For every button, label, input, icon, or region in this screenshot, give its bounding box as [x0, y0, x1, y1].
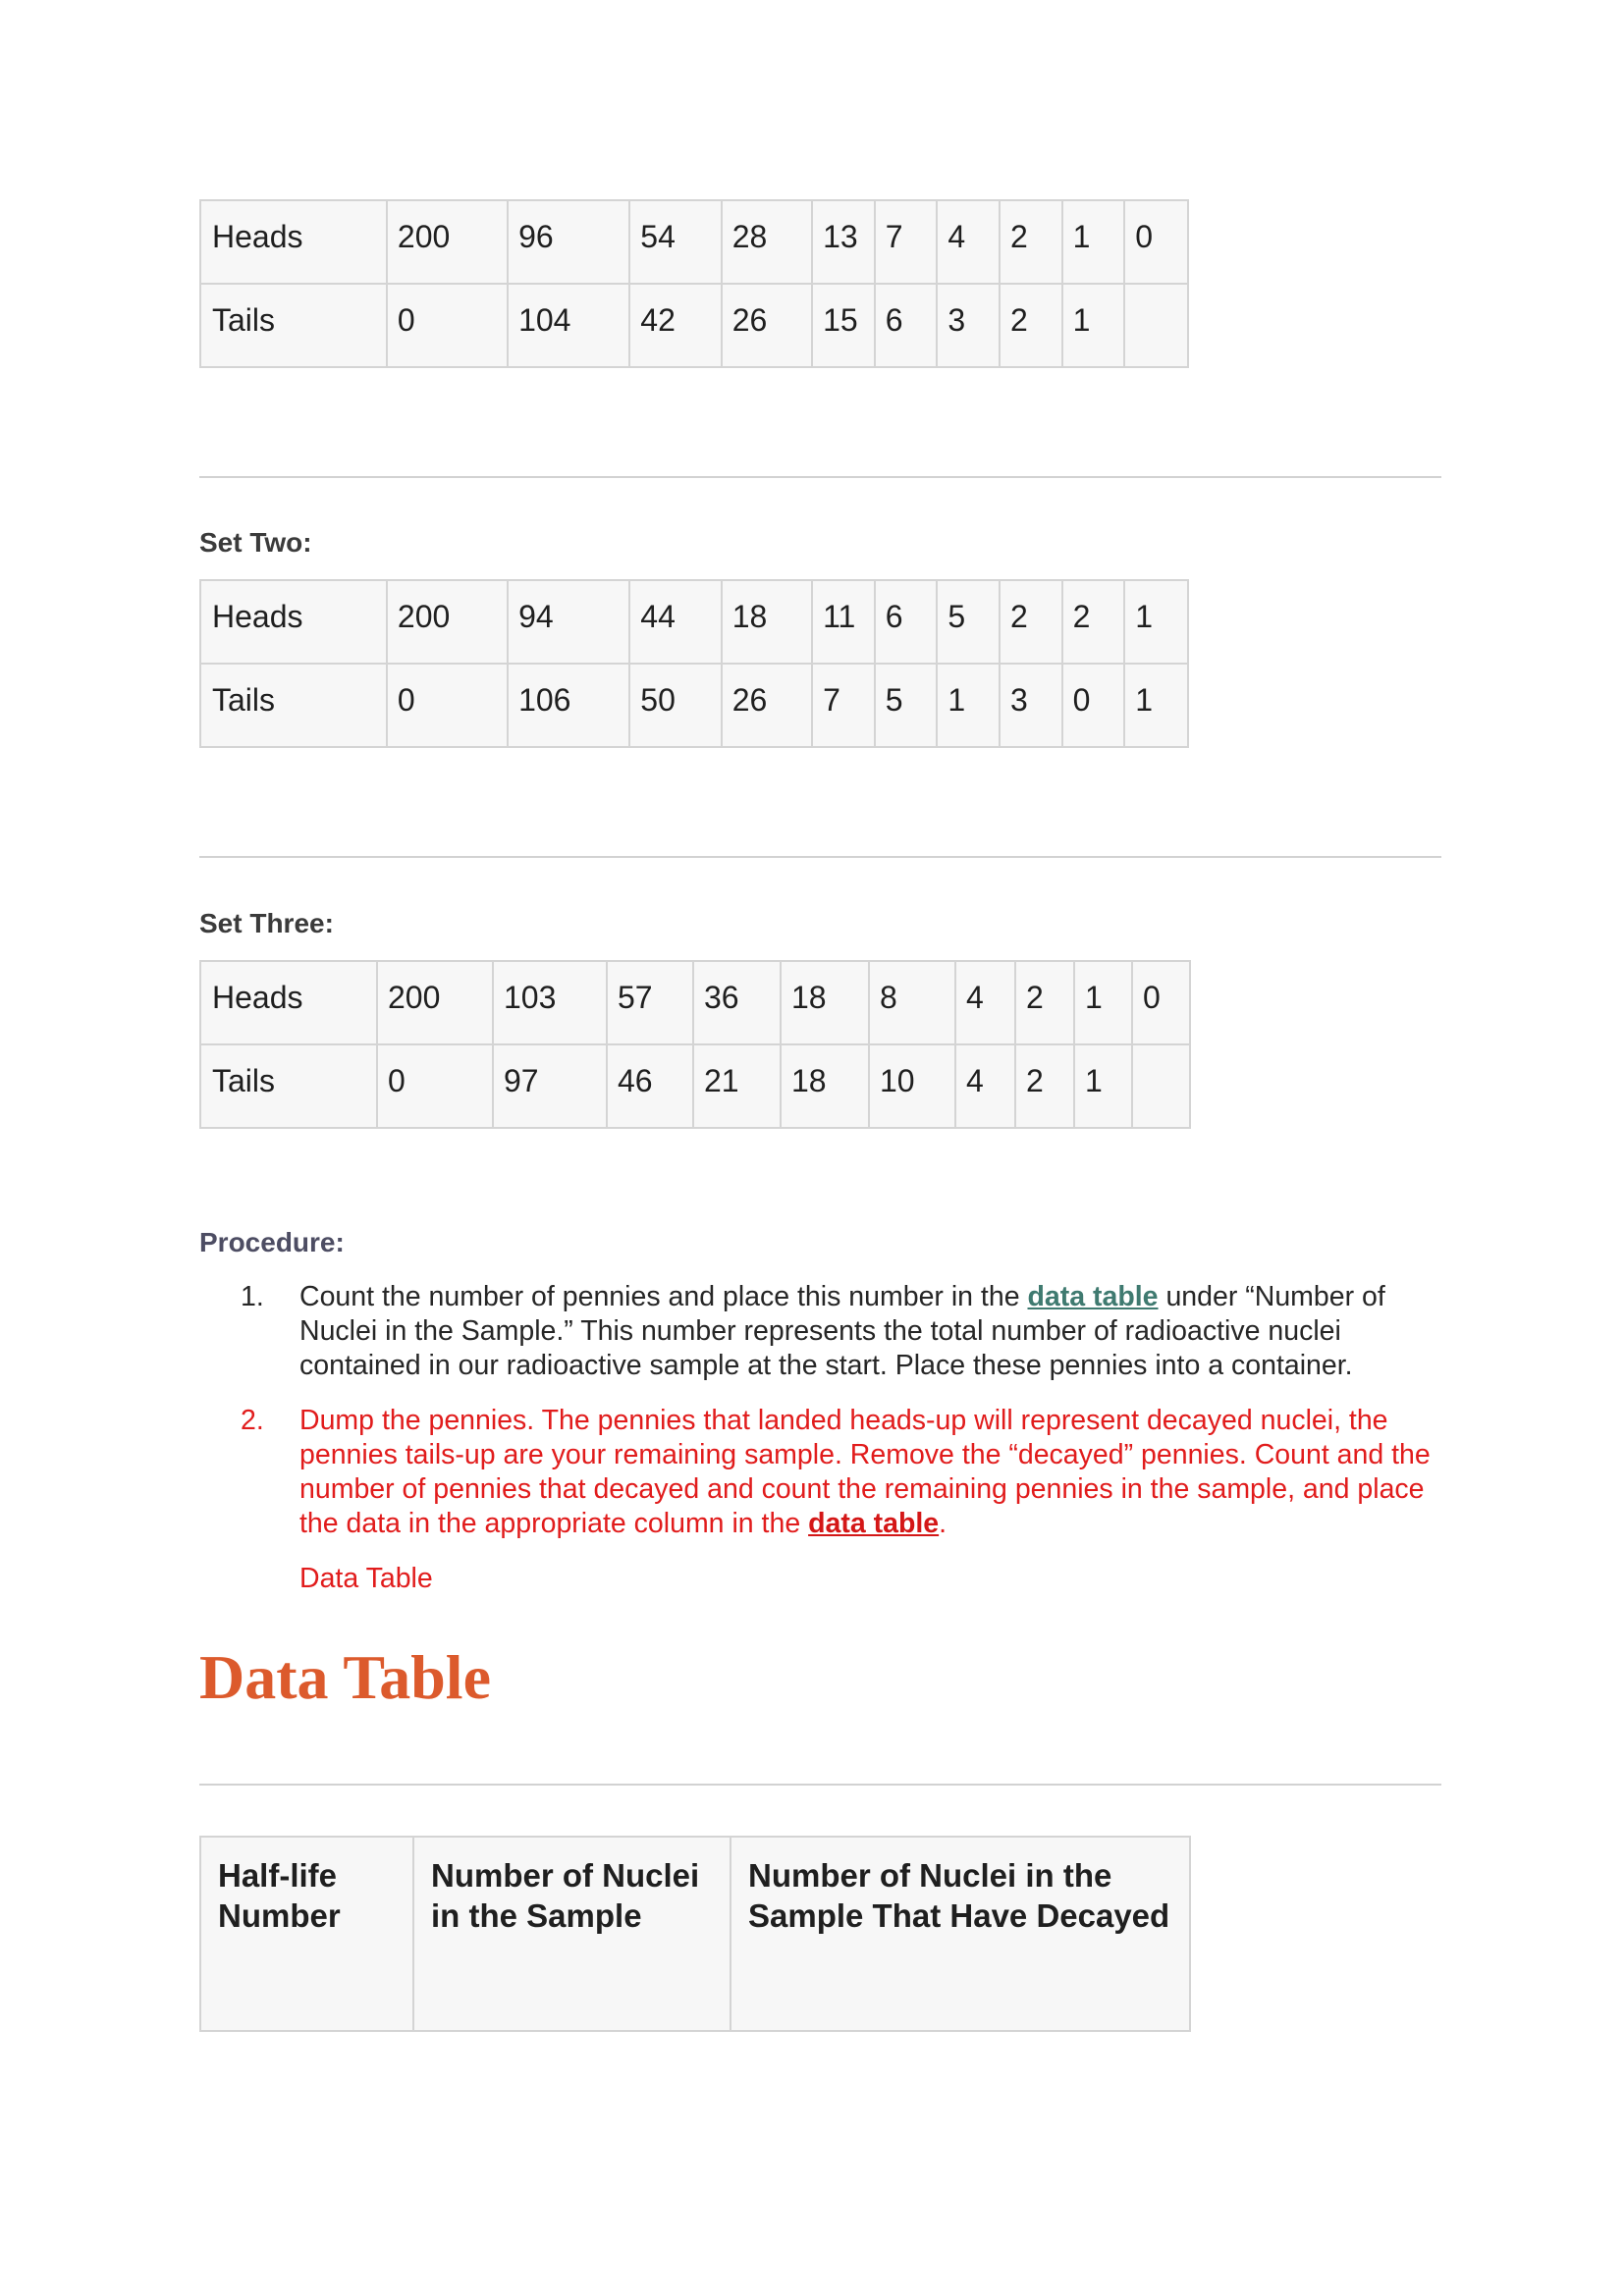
data-table-link[interactable]: data table: [808, 1508, 940, 1539]
step-number: 1.: [241, 1281, 264, 1312]
row-label: Tails: [200, 1044, 377, 1128]
table-cell: 103: [493, 961, 607, 1044]
table-cell: 0: [1062, 664, 1125, 747]
data-table-anchor-text: Data Table: [299, 1563, 433, 1594]
table-cell: 94: [508, 580, 629, 664]
table-cell: 200: [377, 961, 493, 1044]
table-cell: 1: [1074, 1044, 1132, 1128]
table-cell: 2: [1062, 580, 1125, 664]
table-cell: 26: [722, 664, 812, 747]
table-cell: 8: [869, 961, 955, 1044]
table-cell: [1124, 284, 1188, 367]
table-cell: 1: [1124, 664, 1188, 747]
table-cell: 1: [1062, 284, 1125, 367]
table-cell: 18: [722, 580, 812, 664]
data-table-title: Data Table: [199, 1642, 491, 1712]
table-row: [200, 961, 1190, 1044]
table-cell: 21: [693, 1044, 781, 1128]
table-cell: 7: [812, 664, 875, 747]
procedure-title: Procedure:: [199, 1227, 345, 1257]
set-three-table: [199, 960, 1191, 1129]
table-row: [200, 284, 1188, 367]
table-cell: 36: [693, 961, 781, 1044]
row-label: Tails: [200, 284, 387, 367]
table-cell: 18: [781, 961, 869, 1044]
row-label: Heads: [200, 200, 387, 284]
step-text-pre: Dump the pennies. The pennies that landed heads-up will represent decayed nuclei, the pennies tails-up are your remaining sample. Remove the “decayed” pennies. Count and the number of pennies that decayed and count the remaining pennies in the sample, and place the data in the appropriate column in the: [299, 1405, 1431, 1539]
table-cell: 4: [955, 1044, 1015, 1128]
table-cell: 200: [387, 200, 508, 284]
column-header: Number of Nuclei in the Sample: [413, 1837, 731, 2031]
table-cell: 106: [508, 664, 629, 747]
table-cell: 6: [875, 580, 938, 664]
table-header-row: [200, 1837, 1190, 2031]
table-cell: 4: [955, 961, 1015, 1044]
set-three-label: Set Three:: [199, 908, 334, 938]
set-two-label: Set Two:: [199, 527, 312, 558]
column-header: Half-life Number: [200, 1837, 413, 2031]
table-cell: 6: [875, 284, 938, 367]
table-cell: 0: [1124, 200, 1188, 284]
divider: [199, 476, 1441, 478]
step-text-pre: Count the number of pennies and place this number in the: [299, 1281, 1028, 1312]
table-cell: 200: [387, 580, 508, 664]
table-cell: 1: [1074, 961, 1132, 1044]
table-cell: 54: [629, 200, 721, 284]
table-cell: [1132, 1044, 1190, 1128]
table-cell: 1: [937, 664, 1000, 747]
row-label: Tails: [200, 664, 387, 747]
table-cell: 3: [937, 284, 1000, 367]
table-row: [200, 1044, 1190, 1128]
table-cell: 0: [1132, 961, 1190, 1044]
table-row: [200, 200, 1188, 284]
step-number: 2.: [241, 1405, 264, 1436]
step-text-post: .: [939, 1508, 947, 1539]
table-cell: 97: [493, 1044, 607, 1128]
row-label: Heads: [200, 961, 377, 1044]
table-cell: 11: [812, 580, 875, 664]
data-table-link[interactable]: data table: [1027, 1281, 1159, 1312]
procedure-step-2: [241, 1404, 1448, 1551]
step-text: [299, 1280, 1448, 1383]
table-cell: 1: [1124, 580, 1188, 664]
table-cell: 7: [875, 200, 938, 284]
table-cell: 26: [722, 284, 812, 367]
table-cell: 2: [1000, 580, 1062, 664]
table-cell: 42: [629, 284, 721, 367]
table-cell: 46: [607, 1044, 693, 1128]
table-row: [200, 580, 1188, 664]
table-cell: 57: [607, 961, 693, 1044]
table-row: [200, 664, 1188, 747]
table-cell: 0: [387, 284, 508, 367]
table-cell: 96: [508, 200, 629, 284]
set-two-table: [199, 579, 1189, 748]
table-cell: 13: [812, 200, 875, 284]
table-cell: 2: [1015, 1044, 1074, 1128]
table-cell: 3: [1000, 664, 1062, 747]
table-cell: 44: [629, 580, 721, 664]
set-one-table: [199, 199, 1189, 368]
divider: [199, 856, 1441, 858]
table-cell: 28: [722, 200, 812, 284]
table-cell: 10: [869, 1044, 955, 1128]
step-text: [299, 1404, 1448, 1541]
table-cell: 15: [812, 284, 875, 367]
table-cell: 2: [1000, 284, 1062, 367]
table-cell: 1: [1062, 200, 1125, 284]
row-label: Heads: [200, 580, 387, 664]
column-header: Number of Nuclei in the Sample That Have Decayed: [731, 1837, 1190, 2031]
procedure-step-1: [241, 1280, 1448, 1388]
table-cell: 5: [937, 580, 1000, 664]
table-cell: 0: [377, 1044, 493, 1128]
data-table: [199, 1836, 1191, 2032]
table-cell: 2: [1000, 200, 1062, 284]
table-cell: 50: [629, 664, 721, 747]
table-cell: 4: [937, 200, 1000, 284]
table-cell: 18: [781, 1044, 869, 1128]
table-cell: 2: [1015, 961, 1074, 1044]
table-cell: 104: [508, 284, 629, 367]
divider: [199, 1784, 1441, 1786]
table-cell: 0: [387, 664, 508, 747]
table-cell: 5: [875, 664, 938, 747]
step-text-post: under “Number of Nuclei in the Sample.” This number represents the total number of radioactive nuclei contained in our radioactive sample at the start. Place these pennies into a container.: [299, 1281, 1385, 1381]
